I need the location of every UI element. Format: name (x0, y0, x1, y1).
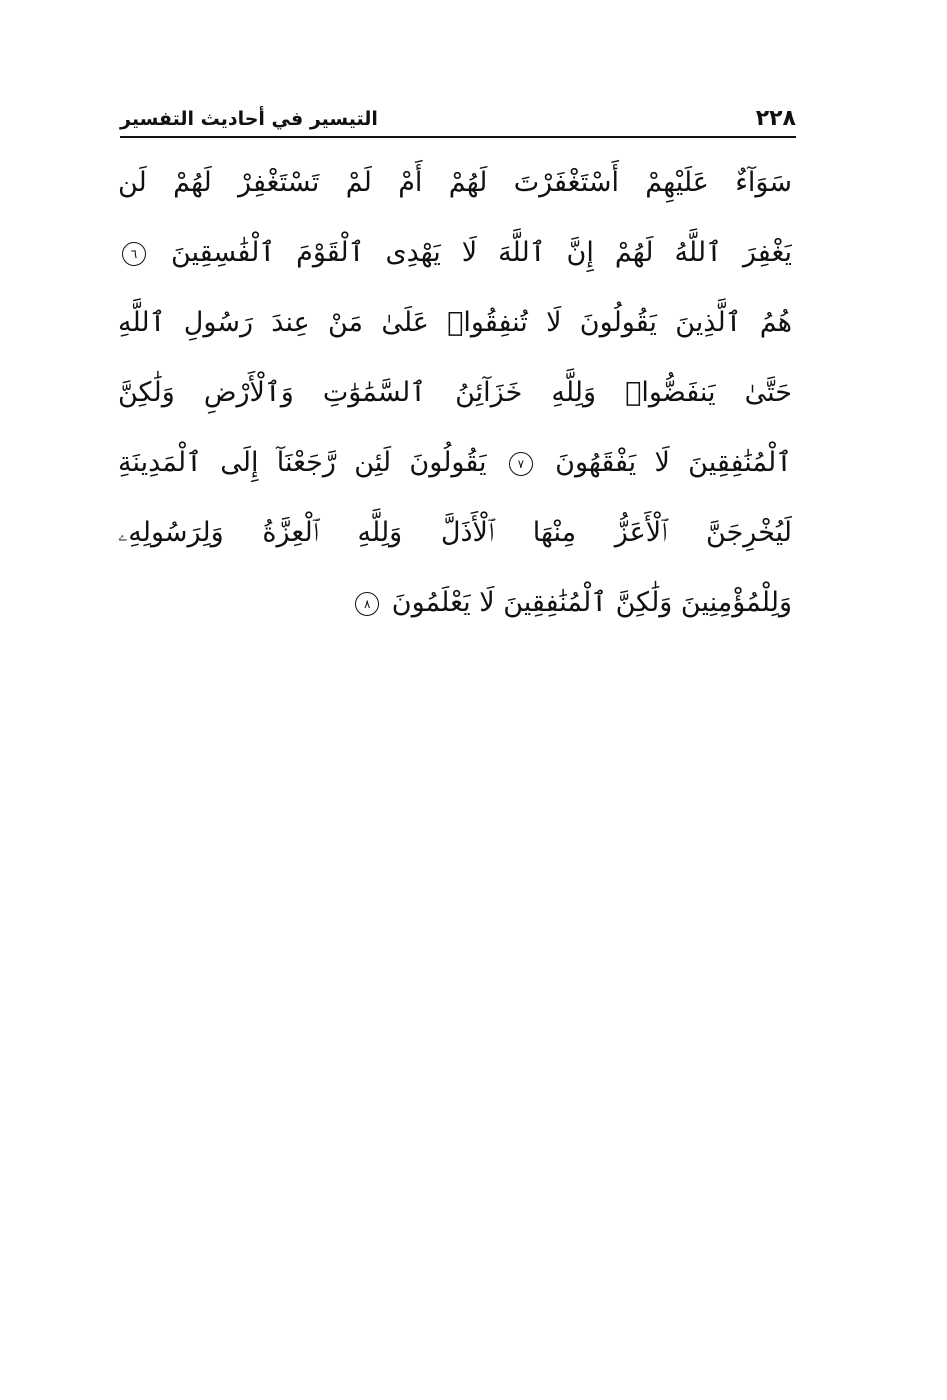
book-title: التيسير في أحاديث التفسير (120, 108, 378, 130)
verse-text: يَقُولُونَ لَئِن رَّجَعْنَآ إِلَى ٱلْمَدِينَةِ (118, 447, 487, 478)
verse-line-1 (118, 148, 792, 218)
verse-text: سَوَآءٌ عَلَيْهِمْ أَسْتَغْفَرْتَ لَهُمْ أَمْ لَمْ تَسْتَغْفِرْ لَهُمْ لَن (118, 167, 792, 198)
verse-text: وَلِلْمُؤْمِنِينَ وَلَٰكِنَّ ٱلْمُنَٰفِقِينَ لَا يَعْلَمُونَ (391, 587, 792, 618)
verse-line-3 (118, 288, 792, 358)
verse-text: يَغْفِرَ ٱللَّهُ لَهُمْ إِنَّ ٱللَّهَ لَا يَهْدِى ٱلْقَوْمَ ٱلْفَٰسِقِينَ (170, 237, 792, 268)
ayah-number-marker: ٧ (509, 452, 533, 476)
verse-line-2 (118, 218, 792, 288)
verse-text: لَيُخْرِجَنَّ ٱلْأَعَزُّ مِنْهَا ٱلْأَذَلَّ وَلِلَّهِ ٱلْعِزَّةُ وَلِرَسُولِهِۦ (118, 517, 792, 548)
verse-line-7 (118, 568, 792, 638)
page-number: ٢٢٨ (755, 106, 796, 131)
verse-line-6 (118, 498, 792, 568)
ayah-number-marker: ٦ (122, 242, 146, 266)
verse-line-4 (118, 358, 792, 428)
ayah-number-marker: ٨ (355, 592, 379, 616)
quran-verses (118, 148, 792, 638)
verse-text: حَتَّىٰ يَنفَضُّوا۟ وَلِلَّهِ خَزَآئِنُ ٱلسَّمَٰوَٰتِ وَٱلْأَرْضِ وَلَٰكِنَّ (118, 377, 792, 408)
verse-text: هُمُ ٱلَّذِينَ يَقُولُونَ لَا تُنفِقُوا۟ عَلَىٰ مَنْ عِندَ رَسُولِ ٱللَّهِ (118, 307, 792, 338)
verse-text: ٱلْمُنَٰفِقِينَ لَا يَفْقَهُونَ (555, 447, 792, 478)
verse-line-5 (118, 428, 792, 498)
running-header (120, 100, 796, 138)
